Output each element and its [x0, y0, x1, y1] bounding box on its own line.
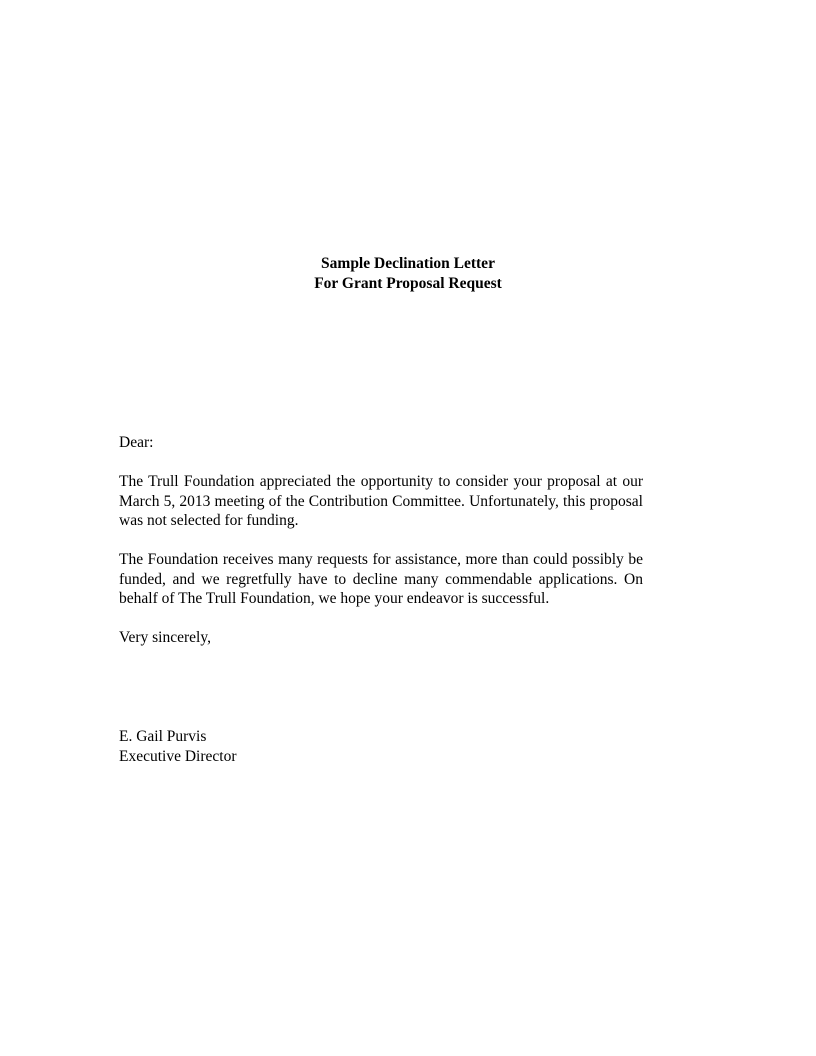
closing: Very sincerely, — [119, 629, 211, 646]
paragraph-2-line-2: funded, and we regretfully have to decline many commendable applications. On — [119, 570, 643, 588]
paragraph-2-line-3: behalf of The Trull Foundation, we hope your endeavor is successful. — [119, 590, 550, 607]
paragraph-1 — [119, 472, 643, 531]
signer-title: Executive Director — [119, 748, 237, 765]
signer-name: E. Gail Purvis — [119, 728, 207, 745]
title-line-2: For Grant Proposal Request — [314, 275, 502, 292]
letter-title — [0, 254, 816, 294]
title-line-1: Sample Declination Letter — [321, 255, 495, 272]
paragraph-2-line-1: The Foundation receives many requests for assistance, more than could possibly be — [119, 551, 643, 568]
paragraph-2 — [119, 550, 643, 609]
paragraph-1-line-3: was not selected for funding. — [119, 512, 299, 529]
salutation: Dear: — [119, 434, 154, 451]
paragraph-1-line-1: The Trull Foundation appreciated the opportunity to consider your proposal at our — [119, 473, 643, 490]
paragraph-1-line-2: March 5, 2013 meeting of the Contribution Committee. Unfortunately, this proposal — [119, 492, 643, 510]
